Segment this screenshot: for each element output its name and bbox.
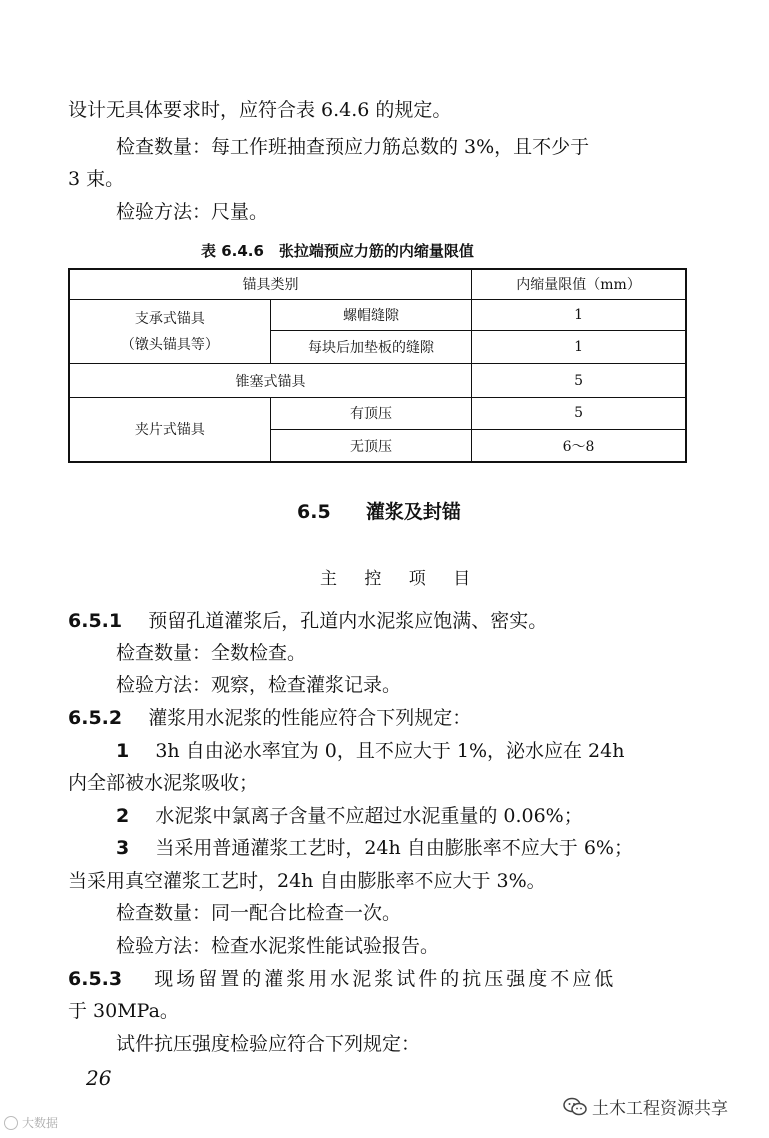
item-number: 3 [116, 837, 130, 859]
support-anchor-note: （镦头锚具等） [120, 336, 219, 353]
page-number: 26 [86, 1066, 112, 1090]
watermark-right-text: 土木工程资源共享 [592, 1099, 728, 1119]
header-anchor-type: 锚具类别 [69, 269, 472, 299]
body-line: 3 束。 [68, 168, 125, 190]
item-continuation: 当采用真空灌浆工艺时，24h 自由膨胀率不应大于 3%。 [68, 870, 546, 892]
wechat-icon [563, 1097, 587, 1117]
logo-icon [4, 1116, 18, 1130]
clause-number: 6.5.2 [68, 707, 123, 729]
item-text: 3h 自由泌水率宜为 0，且不应大于 1%，泌水应在 24h [155, 740, 625, 762]
clause-text: 预留孔道灌浆后，孔道内水泥浆应饱满、密实。 [148, 610, 548, 632]
clause-continuation: 于 30MPa。 [68, 1000, 179, 1022]
nut-gap-value: 1 [472, 299, 686, 330]
watermark-right [563, 1094, 728, 1119]
support-anchor-group [69, 299, 270, 364]
section-title: 灌浆及封锚 [365, 501, 461, 523]
clause-6-5-2 [68, 706, 471, 730]
inspection-method: 检验方法：观察，检查灌浆记录。 [116, 674, 402, 696]
without-press-label: 无顶压 [270, 430, 471, 462]
clause-6-5-1 [68, 609, 547, 633]
inspection-method: 检验方法：检查水泥浆性能试验报告。 [116, 935, 440, 957]
inspection-quantity: 检查数量：全数检查。 [116, 642, 307, 664]
pad-gap-label: 每块后加垫板的缝隙 [270, 331, 471, 364]
table-header-row [69, 269, 686, 299]
inspection-method: 检验方法：尺量。 [116, 201, 269, 223]
without-press-value: 6～8 [472, 430, 686, 462]
item-text: 当采用普通灌浆工艺时，24h 自由膨胀率不应大于 6%； [155, 837, 633, 859]
support-anchor-label: 支承式锚具 [134, 310, 205, 327]
table-row [69, 397, 686, 429]
list-item [116, 836, 633, 860]
clause-text: 灌浆用水泥浆的性能应符合下列规定： [148, 707, 472, 729]
section-number: 6.5 [297, 501, 331, 523]
inspection-quantity: 检查数量：每工作班抽查预应力筋总数的 3%，且不少于 [116, 136, 590, 158]
cone-anchor-label: 锥塞式锚具 [69, 364, 472, 397]
clause-text: 试件抗压强度检验应符合下列规定： [116, 1033, 421, 1055]
list-item [116, 804, 583, 828]
inspection-quantity: 检查数量：同一配合比检查一次。 [116, 902, 402, 924]
clause-number: 6.5.3 [68, 968, 123, 990]
nut-gap-label: 螺帽缝隙 [270, 299, 471, 330]
item-number: 2 [116, 805, 130, 827]
watermark-left [4, 1114, 58, 1131]
item-text: 水泥浆中氯离子含量不应超过水泥重量的 0.06%； [155, 805, 583, 827]
item-continuation: 内全部被水泥浆吸收； [68, 772, 259, 794]
body-line: 设计无具体要求时，应符合表 6.4.6 的规定。 [68, 99, 452, 121]
retraction-limit-table [68, 268, 687, 463]
header-limit: 内缩量限值（mm） [472, 269, 686, 299]
watermark-left-text: 大数据 [22, 1116, 59, 1130]
clip-anchor-label: 夹片式锚具 [69, 397, 270, 462]
table-caption: 表 6.4.6 张拉端预应力筋的内缩量限值 [201, 242, 474, 260]
with-press-label: 有顶压 [270, 397, 471, 429]
with-press-value: 5 [472, 397, 686, 429]
clause-number: 6.5.1 [68, 610, 123, 632]
clause-6-5-3 [68, 967, 616, 991]
list-item [116, 739, 624, 763]
clause-text: 现场留置的灌浆用水泥浆试件的抗压强度不应低 [154, 968, 617, 990]
cone-anchor-value: 5 [472, 364, 686, 397]
item-number: 1 [116, 740, 130, 762]
table-row [69, 299, 686, 330]
table-row [69, 364, 686, 397]
section-heading [297, 497, 461, 524]
pad-gap-value: 1 [472, 331, 686, 364]
section-subtitle: 主 控 项 目 [320, 569, 482, 589]
